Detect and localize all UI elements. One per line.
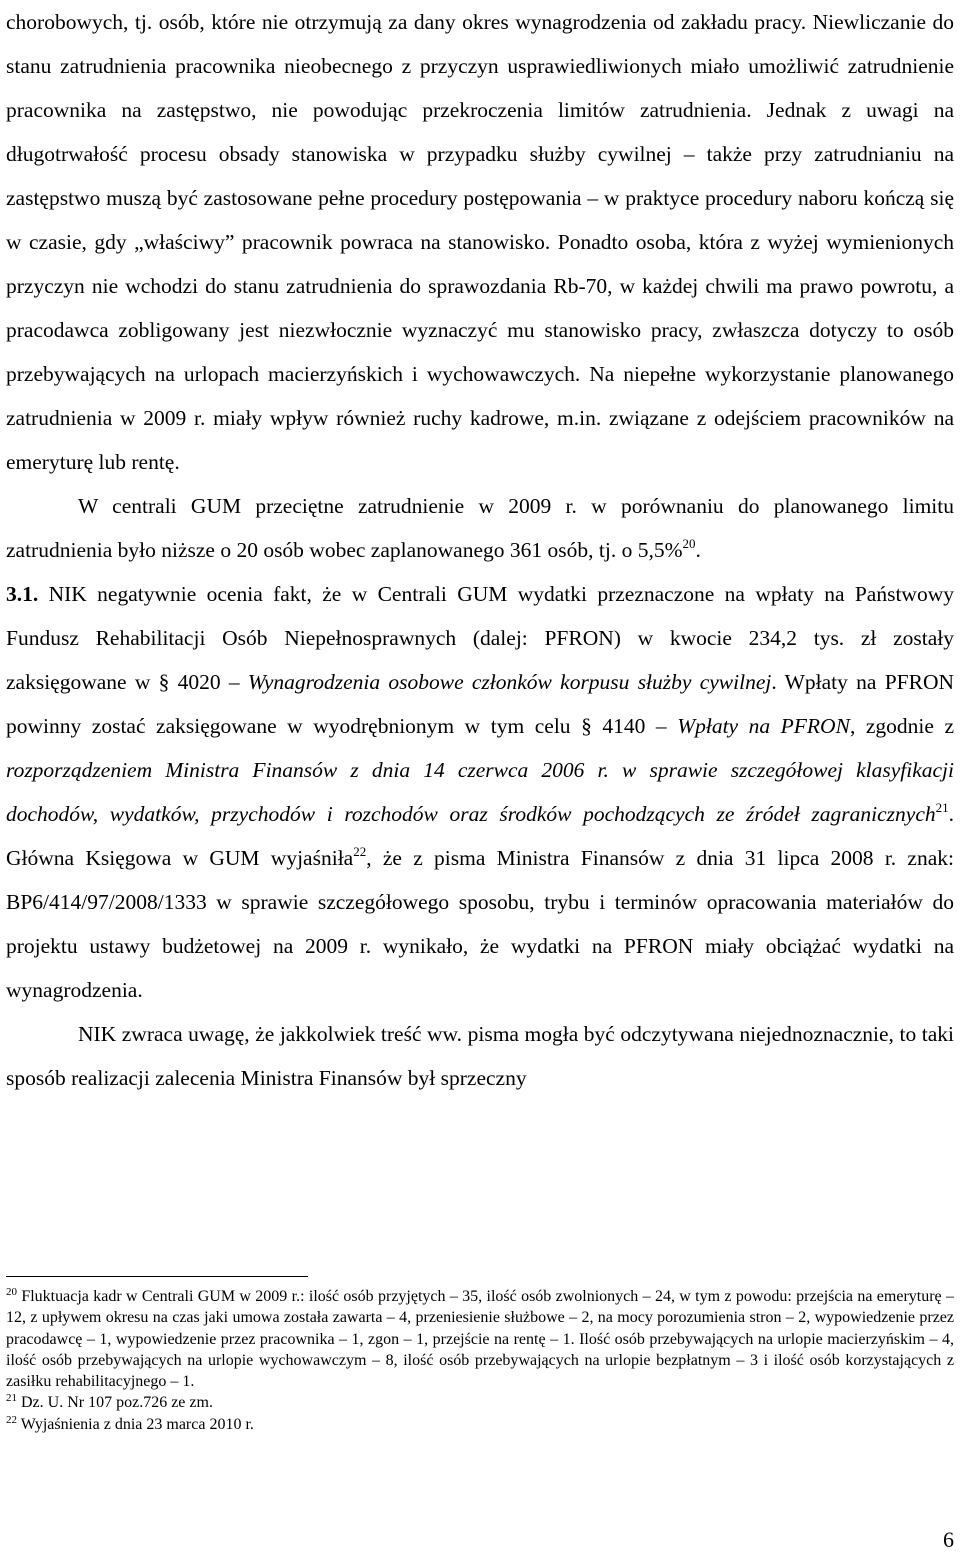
- paragraph-text: .: [695, 538, 701, 562]
- paragraph-text: . Główna Księgowa w GUM wyjaśniła: [6, 802, 954, 870]
- footnote-text: Wyjaśnienia z dnia 23 marca 2010 r.: [17, 1415, 254, 1433]
- footnote-ref-20: 20: [682, 536, 696, 551]
- footnote: [6, 1286, 954, 1392]
- footnote-number: 22: [6, 1413, 17, 1426]
- footnote: [6, 1414, 954, 1435]
- footnote-number: 21: [6, 1392, 17, 1405]
- page-number: 6: [943, 1527, 954, 1552]
- paragraph-3-1: [6, 572, 954, 1012]
- italic-text: rozporządzeniem Ministra Finansów z dnia 14 czerwca 2006 r. w sprawie szczegółowej klasyfikacji dochodów, wydatków, przychodów i rozchodów oraz środków pochodzących ze źródeł zagranicznych: [6, 758, 954, 826]
- paragraph-continuation: [6, 0, 954, 484]
- section-label: 3.1.: [6, 582, 39, 606]
- paragraph-employment-average: [6, 484, 954, 572]
- italic-text: Wynagrodzenia osobowe członków korpusu służby cywilnej: [247, 670, 772, 694]
- paragraph-text: , zgodnie z: [849, 714, 954, 738]
- footnote-ref-21: 21: [935, 800, 949, 815]
- footnote-number: 20: [6, 1286, 17, 1298]
- footnote-ref-22: 22: [353, 844, 367, 859]
- footnote-text: Fluktuacja kadr w Centrali GUM w 2009 r.: ilość osób przyjętych – 35, ilość osób zwolnionych – 24, w tym z powodu: przejścia na emeryturę – 12, z upływem okresu na czas jaki umowa została zawarta – 4, przeniesienie służbowe – 2, na mocy porozumienia stron – 2, wypowiedzenie przez pracodawcę – 1, wypowiedzenie przez pracownika – 1, zgon – 1, przejście na rentę – 1. Ilość osób przebywających na urlopie macierzyńskim – 4, ilość osób przebywających na urlopie wychowawczym – 8, ilość osób przebywających na urlopie bezpłatnym – 3 i ilość osób korzystających z zasiłku rehabilitacyjnego – 1.: [6, 1288, 954, 1391]
- paragraph-text: . Wpłaty na PFRON powinny zostać zaksięgowane w wyodrębnionym w tym celu § 4140 –: [6, 670, 954, 738]
- paragraph-text: NIK negatywnie ocenia fakt, że w Centrali GUM wydatki przeznaczone na wpłaty na Państwowy Fundusz Rehabilitacji Osób Niepełnosprawnych (dalej: PFRON) w kwocie 234,2 tys. zł zostały zaksięgowane w § 4020 –: [6, 582, 954, 694]
- footnote-text: Dz. U. Nr 107 poz.726 ze zm.: [17, 1394, 213, 1412]
- footnote: [6, 1392, 954, 1413]
- paragraph-text: chorobowych, tj. osób, które nie otrzymują za dany okres wynagrodzenia od zakładu pracy. Niewliczanie do stanu zatrudnienia pracownika nieobecnego z przyczyn usprawiedliwionych miało umożliwić zatrudnienie pracownika na zastępstwo, nie powodując przekroczenia limitów zatrudnienia. Jednak z uwagi na długotrwałość procesu obsady stanowiska w przypadku służby cywilnej – także przy zatrudnianiu na zastępstwo muszą być zastosowane pełne procedury postępowania – w praktyce procedury naboru kończą się w czasie, gdy „właściwy” pracownik powraca na stanowisko. Ponadto osoba, która z wyżej wymienionych przyczyn nie wchodzi do stanu zatrudnienia do sprawozdania Rb-70, w każdej chwili ma prawo powrotu, a pracodawca zobligowany jest niezwłocznie wyznaczyć mu stanowisko pracy, zwłaszcza dotyczy to osób przebywających na urlopach macierzyńskich i wychowawczych. Na niepełne wykorzystanie planowanego zatrudnienia w 2009 r. miały wpływ również ruchy kadrowe, m.in. związane z odejściem pracowników na emeryturę lub rentę.: [6, 10, 954, 474]
- paragraph-nik-remark: [6, 1012, 954, 1100]
- paragraph-text: , że z pisma Ministra Finansów z dnia 31 lipca 2008 r. znak: BP6/414/97/2008/1333 w sprawie szczegółowego sposobu, trybu i terminów opracowania materiałów do projektu ustawy budżetowej na 2009 r. wynikało, że wydatki na PFRON miały obciążać wydatki na wynagrodzenia.: [6, 846, 954, 1002]
- footnotes: [6, 1286, 954, 1435]
- paragraph-text: W centrali GUM przeciętne zatrudnienie w 2009 r. w porównaniu do planowanego limitu zatrudnienia było niższe o 20 osób wobec zaplanowanego 361 osób, tj. o 5,5%: [6, 494, 954, 562]
- italic-text: Wpłaty na PFRON: [677, 714, 850, 738]
- footnote-separator: [6, 1276, 308, 1277]
- paragraph-text: NIK zwraca uwagę, że jakkolwiek treść ww. pisma mogła być odczytywana niejednoznacznie, to taki sposób realizacji zalecenia Ministra Finansów był sprzeczny: [6, 1022, 954, 1090]
- body-text: [6, 0, 954, 1100]
